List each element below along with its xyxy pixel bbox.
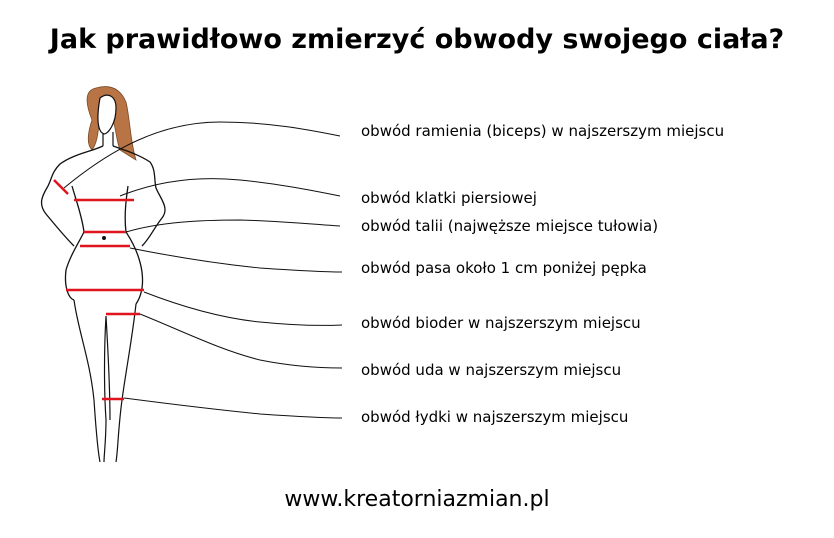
label-thigh: obwód uda w najszerszym miejscu	[361, 361, 622, 379]
legs-outline	[74, 300, 136, 462]
leader-waist	[126, 220, 340, 232]
label-belly: obwód pasa około 1 cm poniżej pępka	[361, 259, 647, 277]
leader-belly	[130, 248, 342, 272]
label-waist: obwód talii (najwęższe miejsce tułowia)	[361, 217, 659, 235]
navel-dot	[102, 236, 106, 240]
footer-website-link[interactable]: www.kreatorniazmian.pl	[284, 487, 550, 512]
label-biceps: obwód ramienia (biceps) w najszerszym miejscu	[361, 122, 725, 140]
leader-chest	[120, 179, 340, 196]
page-title: Jak prawidłowo zmierzyć obwody swojego ciała?	[49, 24, 785, 55]
leader-calf	[124, 398, 342, 418]
label-chest: obwód klatki piersiowej	[361, 189, 537, 207]
leader-hips	[144, 292, 342, 325]
label-hips: obwód bioder w najszerszym miejscu	[361, 314, 641, 332]
label-calf: obwód łydki w najszerszym miejscu	[361, 408, 629, 426]
leader-thigh	[140, 314, 342, 368]
head-outline	[98, 95, 116, 134]
